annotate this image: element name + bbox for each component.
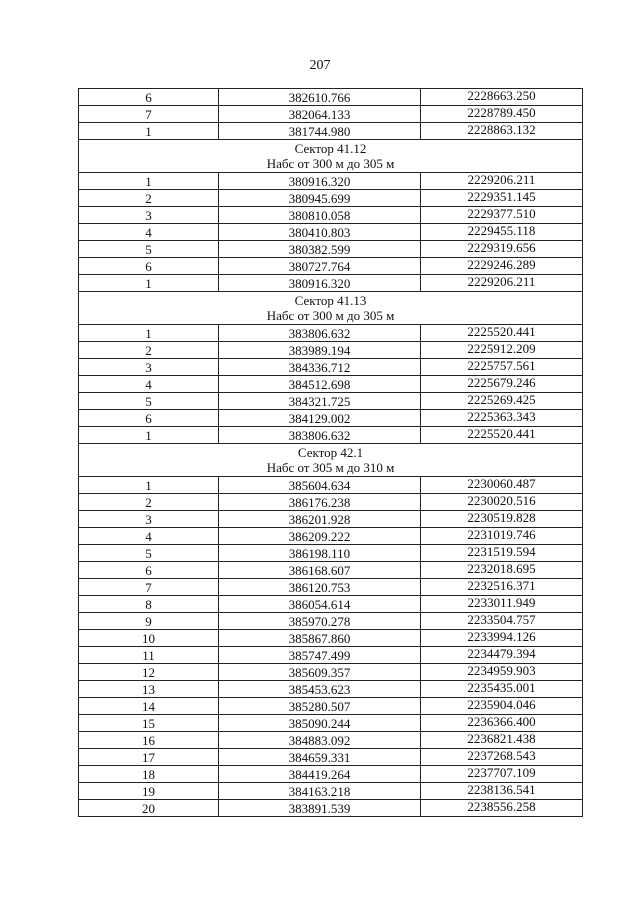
point-number-cell: 1 xyxy=(79,123,219,140)
sector-header-cell xyxy=(79,292,583,325)
table-row xyxy=(79,647,583,664)
y-coordinate-cell: 2228863.132 xyxy=(421,123,583,140)
table-row xyxy=(79,579,583,596)
x-coordinate-cell: 385453.623 xyxy=(219,681,421,698)
x-coordinate-cell: 385747.499 xyxy=(219,647,421,664)
x-coordinate-cell: 383891.539 xyxy=(219,800,421,817)
table-row xyxy=(79,630,583,647)
table-row xyxy=(79,681,583,698)
point-number-cell: 6 xyxy=(79,89,219,106)
y-coordinate-cell: 2236366.400 xyxy=(421,715,583,732)
y-coordinate-cell: 2233011.949 xyxy=(421,596,583,613)
y-coordinate-cell: 2229377.510 xyxy=(421,207,583,224)
point-number-cell: 5 xyxy=(79,545,219,562)
point-number-cell: 4 xyxy=(79,528,219,545)
y-coordinate-cell: 2234959.903 xyxy=(421,664,583,681)
point-number-cell: 16 xyxy=(79,732,219,749)
x-coordinate-cell: 380810.058 xyxy=(219,207,421,224)
point-number-cell: 6 xyxy=(79,562,219,579)
coordinates-table-body xyxy=(79,89,583,817)
point-number-cell: 4 xyxy=(79,224,219,241)
y-coordinate-cell: 2230060.487 xyxy=(421,477,583,494)
table-row xyxy=(79,596,583,613)
table-row xyxy=(79,613,583,630)
table-row xyxy=(79,545,583,562)
point-number-cell: 1 xyxy=(79,477,219,494)
point-number-cell: 10 xyxy=(79,630,219,647)
table-row xyxy=(79,241,583,258)
table-row xyxy=(79,359,583,376)
x-coordinate-cell: 384129.002 xyxy=(219,410,421,427)
y-coordinate-cell: 2229246.289 xyxy=(421,258,583,275)
y-coordinate-cell: 2231519.594 xyxy=(421,545,583,562)
y-coordinate-cell: 2225520.441 xyxy=(421,325,583,342)
x-coordinate-cell: 385867.860 xyxy=(219,630,421,647)
x-coordinate-cell: 386209.222 xyxy=(219,528,421,545)
y-coordinate-cell: 2238556.258 xyxy=(421,800,583,817)
table-row xyxy=(79,766,583,783)
table-row xyxy=(79,715,583,732)
x-coordinate-cell: 384512.698 xyxy=(219,376,421,393)
x-coordinate-cell: 386198.110 xyxy=(219,545,421,562)
sector-height-range: Набс от 300 м до 305 м xyxy=(266,156,395,171)
table-row xyxy=(79,732,583,749)
table-row xyxy=(79,494,583,511)
point-number-cell: 15 xyxy=(79,715,219,732)
x-coordinate-cell: 384419.264 xyxy=(219,766,421,783)
x-coordinate-cell: 383806.632 xyxy=(219,325,421,342)
point-number-cell: 12 xyxy=(79,664,219,681)
x-coordinate-cell: 384883.092 xyxy=(219,732,421,749)
sector-header-cell xyxy=(79,444,583,477)
x-coordinate-cell: 384659.331 xyxy=(219,749,421,766)
sector-title: Сектор 41.13 xyxy=(294,293,367,308)
y-coordinate-cell: 2232018.695 xyxy=(421,562,583,579)
point-number-cell: 4 xyxy=(79,376,219,393)
y-coordinate-cell: 2233504.757 xyxy=(421,613,583,630)
table-row xyxy=(79,275,583,292)
y-coordinate-cell: 2231019.746 xyxy=(421,528,583,545)
coordinates-table xyxy=(78,88,583,817)
y-coordinate-cell: 2233994.126 xyxy=(421,630,583,647)
table-row xyxy=(79,800,583,817)
y-coordinate-cell: 2229455.118 xyxy=(421,224,583,241)
y-coordinate-cell: 2234479.394 xyxy=(421,647,583,664)
point-number-cell: 3 xyxy=(79,359,219,376)
table-row xyxy=(79,749,583,766)
point-number-cell: 1 xyxy=(79,325,219,342)
sector-title: Сектор 42.1 xyxy=(297,445,364,460)
x-coordinate-cell: 384163.218 xyxy=(219,783,421,800)
x-coordinate-cell: 385280.507 xyxy=(219,698,421,715)
y-coordinate-cell: 2225757.561 xyxy=(421,359,583,376)
x-coordinate-cell: 381744.980 xyxy=(219,123,421,140)
point-number-cell: 2 xyxy=(79,342,219,359)
x-coordinate-cell: 383806.632 xyxy=(219,427,421,444)
table-row xyxy=(79,393,583,410)
x-coordinate-cell: 386168.607 xyxy=(219,562,421,579)
table-row xyxy=(79,207,583,224)
x-coordinate-cell: 384321.725 xyxy=(219,393,421,410)
point-number-cell: 3 xyxy=(79,511,219,528)
x-coordinate-cell: 384336.712 xyxy=(219,359,421,376)
point-number-cell: 13 xyxy=(79,681,219,698)
y-coordinate-cell: 2228789.450 xyxy=(421,106,583,123)
x-coordinate-cell: 382610.766 xyxy=(219,89,421,106)
point-number-cell: 7 xyxy=(79,106,219,123)
y-coordinate-cell: 2229206.211 xyxy=(421,173,583,190)
sector-height-range: Набс от 305 м до 310 м xyxy=(266,460,395,475)
y-coordinate-cell: 2225912.209 xyxy=(421,342,583,359)
sector-header-row xyxy=(79,444,583,477)
y-coordinate-cell: 2235904.046 xyxy=(421,698,583,715)
x-coordinate-cell: 380945.699 xyxy=(219,190,421,207)
y-coordinate-cell: 2238136.541 xyxy=(421,783,583,800)
table-row xyxy=(79,106,583,123)
y-coordinate-cell: 2225679.246 xyxy=(421,376,583,393)
table-row xyxy=(79,325,583,342)
table-row xyxy=(79,410,583,427)
table-row xyxy=(79,123,583,140)
table-row xyxy=(79,342,583,359)
page-number: 207 xyxy=(309,58,331,73)
sector-header-cell xyxy=(79,140,583,173)
point-number-cell: 5 xyxy=(79,241,219,258)
x-coordinate-cell: 386054.614 xyxy=(219,596,421,613)
point-number-cell: 20 xyxy=(79,800,219,817)
y-coordinate-cell: 2237268.543 xyxy=(421,749,583,766)
x-coordinate-cell: 385604.634 xyxy=(219,477,421,494)
y-coordinate-cell: 2230020.516 xyxy=(421,494,583,511)
x-coordinate-cell: 383989.194 xyxy=(219,342,421,359)
table-row xyxy=(79,224,583,241)
point-number-cell: 14 xyxy=(79,698,219,715)
y-coordinate-cell: 2235435.001 xyxy=(421,681,583,698)
sector-height-range: Набс от 300 м до 305 м xyxy=(266,308,395,323)
table-row xyxy=(79,783,583,800)
table-row xyxy=(79,376,583,393)
table-row xyxy=(79,190,583,207)
x-coordinate-cell: 386120.753 xyxy=(219,579,421,596)
table-row xyxy=(79,477,583,494)
x-coordinate-cell: 380916.320 xyxy=(219,173,421,190)
sector-header-row xyxy=(79,140,583,173)
sector-header-row xyxy=(79,292,583,325)
x-coordinate-cell: 385090.244 xyxy=(219,715,421,732)
table-row xyxy=(79,258,583,275)
point-number-cell: 17 xyxy=(79,749,219,766)
table-row xyxy=(79,528,583,545)
table-row xyxy=(79,173,583,190)
point-number-cell: 6 xyxy=(79,410,219,427)
x-coordinate-cell: 386201.928 xyxy=(219,511,421,528)
y-coordinate-cell: 2230519.828 xyxy=(421,511,583,528)
table-row xyxy=(79,89,583,106)
point-number-cell: 6 xyxy=(79,258,219,275)
point-number-cell: 1 xyxy=(79,275,219,292)
point-number-cell: 8 xyxy=(79,596,219,613)
y-coordinate-cell: 2229206.211 xyxy=(421,275,583,292)
y-coordinate-cell: 2229351.145 xyxy=(421,190,583,207)
x-coordinate-cell: 380382.599 xyxy=(219,241,421,258)
point-number-cell: 11 xyxy=(79,647,219,664)
table-row xyxy=(79,664,583,681)
point-number-cell: 1 xyxy=(79,173,219,190)
x-coordinate-cell: 386176.238 xyxy=(219,494,421,511)
table-row xyxy=(79,562,583,579)
point-number-cell: 5 xyxy=(79,393,219,410)
y-coordinate-cell: 2225520.441 xyxy=(421,427,583,444)
point-number-cell: 2 xyxy=(79,494,219,511)
x-coordinate-cell: 380916.320 xyxy=(219,275,421,292)
point-number-cell: 19 xyxy=(79,783,219,800)
point-number-cell: 9 xyxy=(79,613,219,630)
y-coordinate-cell: 2228663.250 xyxy=(421,89,583,106)
point-number-cell: 3 xyxy=(79,207,219,224)
y-coordinate-cell: 2225363.343 xyxy=(421,410,583,427)
y-coordinate-cell: 2225269.425 xyxy=(421,393,583,410)
point-number-cell: 18 xyxy=(79,766,219,783)
x-coordinate-cell: 385970.278 xyxy=(219,613,421,630)
y-coordinate-cell: 2232516.371 xyxy=(421,579,583,596)
table-row xyxy=(79,698,583,715)
sector-title: Сектор 41.12 xyxy=(294,141,367,156)
point-number-cell: 7 xyxy=(79,579,219,596)
table-row xyxy=(79,511,583,528)
point-number-cell: 2 xyxy=(79,190,219,207)
y-coordinate-cell: 2236821.438 xyxy=(421,732,583,749)
x-coordinate-cell: 380410.803 xyxy=(219,224,421,241)
x-coordinate-cell: 380727.764 xyxy=(219,258,421,275)
x-coordinate-cell: 385609.357 xyxy=(219,664,421,681)
x-coordinate-cell: 382064.133 xyxy=(219,106,421,123)
table-row xyxy=(79,427,583,444)
y-coordinate-cell: 2237707.109 xyxy=(421,766,583,783)
point-number-cell: 1 xyxy=(79,427,219,444)
y-coordinate-cell: 2229319.656 xyxy=(421,241,583,258)
